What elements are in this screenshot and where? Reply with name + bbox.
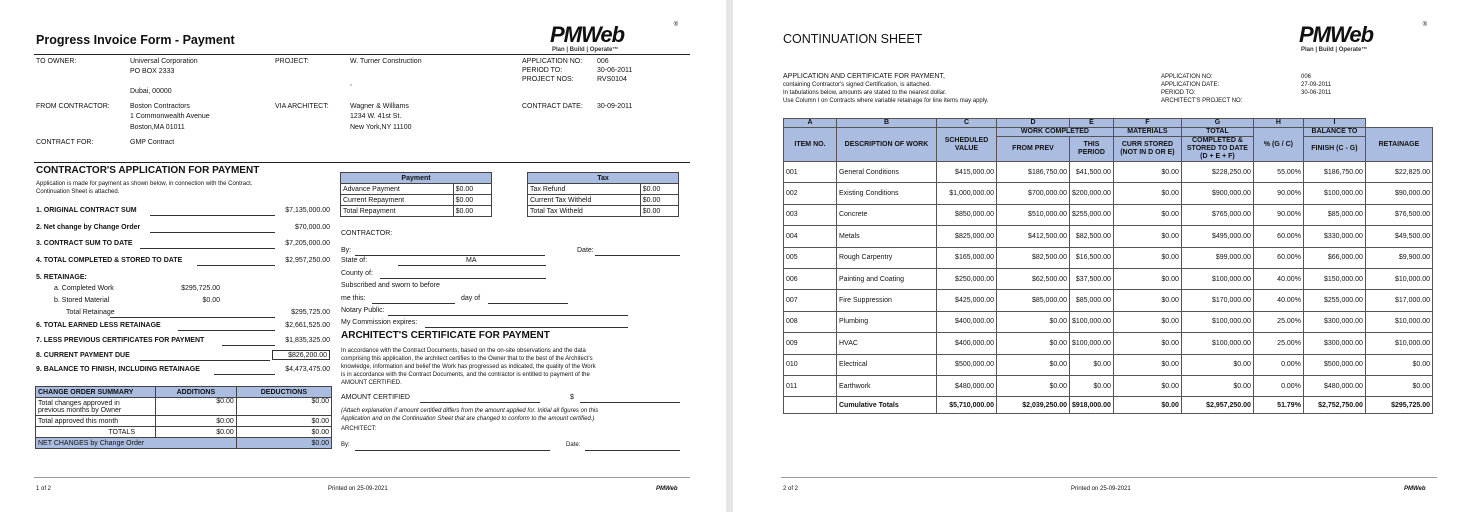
col-percent: % (G / C) xyxy=(1253,128,1303,162)
tax-refund-label: Tax Refund xyxy=(528,184,641,195)
totals-cell: $0.00 xyxy=(1113,397,1181,414)
table-cell: $0.00 xyxy=(1365,354,1432,375)
tax-refund-value: $0.00 xyxy=(640,184,678,195)
meta-app-date: 27-09-2011 xyxy=(1301,82,1332,88)
cumulative-totals-row xyxy=(784,397,1433,414)
table-cell: $150,000.00 xyxy=(1303,268,1365,289)
co-row1-a: Total changes approved in xyxy=(38,399,120,407)
co-row1-ded: $0.00 xyxy=(236,398,331,416)
contract-date: 30-09-2011 xyxy=(597,103,633,110)
contract-for-label: CONTRACT FOR: xyxy=(36,139,94,146)
table-cell: 003 xyxy=(784,204,837,225)
current-tax-value: $0.00 xyxy=(640,195,678,206)
line-1-label: 1. ORIGINAL CONTRACT SUM xyxy=(36,207,137,214)
col-this-period: THIS PERIOD xyxy=(1069,137,1113,162)
line-5-label: 5. RETAINAGE: xyxy=(36,274,87,281)
project-nos: RVS0104 xyxy=(597,76,627,83)
table-row xyxy=(784,311,1433,332)
totals-cell: $918,000.00 xyxy=(1069,397,1113,414)
table-cell: $90,000.00 xyxy=(1365,183,1432,204)
table-cell: $0.00 xyxy=(1069,375,1113,396)
intro-line-3: In tabulations below, amounts are stated to the nearest dollar. xyxy=(783,90,947,96)
table-cell: $900,000.00 xyxy=(1181,183,1253,204)
architect-note-1: (Attach explanation if amount certified differs from the amount applied for. Initial all figures on this xyxy=(341,408,599,414)
co-row2-add: $0.00 xyxy=(156,416,237,427)
table-cell: Plumbing xyxy=(836,311,936,332)
architect-city: New York,NY 11100 xyxy=(350,124,412,131)
table-cell: $495,000.00 xyxy=(1181,226,1253,247)
table-cell: $0.00 xyxy=(996,333,1069,354)
table-cell: $85,000.00 xyxy=(996,290,1069,311)
column-letter: C xyxy=(936,119,996,128)
table-cell: $10,000.00 xyxy=(1365,311,1432,332)
table-row xyxy=(784,162,1433,183)
table-cell: $765,000.00 xyxy=(1181,204,1253,225)
owner-name: Universal Corporation xyxy=(130,58,198,65)
table-cell: $480,000.00 xyxy=(1303,375,1365,396)
architect-para-4: is in accordance with the Contract Documents, and the contractor is entitled to payment of the xyxy=(341,372,590,378)
intro-line-4: Use Column I on Contracts where variable retainage for line items may apply. xyxy=(783,98,989,104)
project-label: PROJECT: xyxy=(275,58,309,65)
intro-line-2: containing Contractor's signed Certification, is attached. xyxy=(783,82,931,88)
me-this-label: me this: xyxy=(341,295,366,302)
app-no-label: APPLICATION NO: xyxy=(522,58,583,65)
tax-box-title: Tax xyxy=(528,173,679,184)
column-letter: F xyxy=(1113,119,1181,128)
table-cell: $100,000.00 xyxy=(1181,311,1253,332)
co-totals-ded: $0.00 xyxy=(236,427,331,438)
page-title: Progress Invoice Form - Payment xyxy=(36,33,235,47)
table-cell: Electrical xyxy=(836,354,936,375)
table-row xyxy=(784,354,1433,375)
table-cell: $412,500.00 xyxy=(996,226,1069,247)
table-cell: $0.00 xyxy=(1181,375,1253,396)
architect-note-2: Application and on the Continuation Sheet that are changed to conform to the amount certified.) xyxy=(341,416,595,422)
table-cell: 001 xyxy=(784,162,837,183)
totals-cell: $2,957,250.00 xyxy=(1181,397,1253,414)
table-cell: HVAC xyxy=(836,333,936,354)
table-cell: 007 xyxy=(784,290,837,311)
table-cell: General Conditions xyxy=(836,162,936,183)
table-cell: 40.00% xyxy=(1253,268,1303,289)
col-work-completed: WORK COMPLETED xyxy=(996,128,1113,137)
advance-payment-value: $0.00 xyxy=(453,184,491,195)
architect-by-label: By: xyxy=(341,442,350,448)
column-letter: I xyxy=(1303,119,1365,128)
totals-cell: Cumulative Totals xyxy=(836,397,936,414)
co-net-label: NET CHANGES by Change Order xyxy=(36,438,237,449)
pmweb-logo: PMWeb Plan | Build | Operate™ ® xyxy=(550,22,678,53)
table-cell: $825,000.00 xyxy=(936,226,996,247)
day-of-label: day of xyxy=(461,295,481,302)
totals-cell: $2,039,250.00 xyxy=(996,397,1069,414)
commission-label: My Commission expires: xyxy=(341,319,418,326)
table-row xyxy=(784,290,1433,311)
table-cell: $76,500.00 xyxy=(1365,204,1432,225)
architect-addr: 1234 W. 41st St. xyxy=(350,113,402,120)
table-cell: $0.00 xyxy=(996,311,1069,332)
line-5b-label: b. Stored Material xyxy=(54,297,110,304)
line-5a-value: $295,725.00 xyxy=(181,285,220,292)
column-letter: A xyxy=(784,119,837,128)
table-cell: 25.00% xyxy=(1253,311,1303,332)
table-row xyxy=(784,204,1433,225)
line-5b-value: $0.00 xyxy=(202,297,220,304)
table-cell: 60.00% xyxy=(1253,226,1303,247)
meta-app-date-label: APPLICATION DATE: xyxy=(1161,82,1220,88)
co-totals-add: $0.00 xyxy=(156,427,237,438)
table-cell: $0.00 xyxy=(996,375,1069,396)
table-cell: 55.00% xyxy=(1253,162,1303,183)
table-cell: $500,000.00 xyxy=(936,354,996,375)
project-line2: , xyxy=(350,80,352,87)
current-tax-label: Current Tax Witheld xyxy=(528,195,641,206)
table-cell: $0.00 xyxy=(1113,183,1181,204)
footer-brand: PMWeb xyxy=(656,486,678,492)
table-cell: 005 xyxy=(784,247,837,268)
line-5t-value: $295,725.00 xyxy=(291,309,330,316)
table-cell: $0.00 xyxy=(1113,247,1181,268)
table-cell: $0.00 xyxy=(1113,333,1181,354)
table-cell: $10,000.00 xyxy=(1365,333,1432,354)
col-total: TOTAL xyxy=(1181,128,1253,137)
co-totals-label: TOTALS xyxy=(36,427,156,438)
totals-cell: $2,752,750.00 xyxy=(1303,397,1365,414)
project-nos-label: PROJECT NOS: xyxy=(522,76,574,83)
table-cell: $0.00 xyxy=(1365,375,1432,396)
table-cell: $165,000.00 xyxy=(936,247,996,268)
footer-brand: PMWeb xyxy=(1404,486,1426,492)
table-cell: $425,000.00 xyxy=(936,290,996,311)
table-row xyxy=(784,375,1433,396)
table-cell: $0.00 xyxy=(1113,290,1181,311)
tax-box xyxy=(527,172,679,217)
column-letter: B xyxy=(836,119,936,128)
owner-city: Dubai, 00000 xyxy=(130,88,172,95)
col-retainage: RETAINAGE xyxy=(1365,128,1432,162)
table-cell: $41,500.00 xyxy=(1069,162,1113,183)
table-cell: $1,000,000.00 xyxy=(936,183,996,204)
line-4-label: 4. TOTAL COMPLETED & STORED TO DATE xyxy=(36,257,183,264)
table-cell: $255,000.00 xyxy=(1069,204,1113,225)
col-finish: FINISH (C - G) xyxy=(1303,137,1365,162)
amount-certified-label: AMOUNT CERTIFIED xyxy=(341,394,410,401)
table-cell: $170,000.00 xyxy=(1181,290,1253,311)
meta-app-no-label: APPLICATION NO: xyxy=(1161,74,1213,80)
table-cell: $0.00 xyxy=(1113,204,1181,225)
table-cell: $0.00 xyxy=(1113,226,1181,247)
total-tax-value: $0.00 xyxy=(640,206,678,217)
table-cell: Metals xyxy=(836,226,936,247)
table-cell: 008 xyxy=(784,311,837,332)
table-row xyxy=(784,247,1433,268)
meta-period-label: PERIOD TO: xyxy=(1161,90,1196,96)
table-cell: $300,000.00 xyxy=(1303,333,1365,354)
table-cell: $99,000.00 xyxy=(1181,247,1253,268)
contract-for: GMP Contract xyxy=(130,139,175,146)
continuation-page-2 xyxy=(733,0,1458,512)
table-cell: $400,000.00 xyxy=(936,311,996,332)
period-to: 30-06-2011 xyxy=(597,67,633,74)
to-owner-label: TO OWNER: xyxy=(36,58,77,65)
footer-page-number: 1 of 2 xyxy=(36,486,52,492)
subscribed-label: Subscribed and sworn to before xyxy=(341,282,440,289)
table-cell: $49,500.00 xyxy=(1365,226,1432,247)
table-cell: $85,000.00 xyxy=(1303,204,1365,225)
table-cell: $82,500.00 xyxy=(996,247,1069,268)
continuation-table xyxy=(783,118,1433,414)
table-cell: 0.00% xyxy=(1253,375,1303,396)
col-materials: MATERIALS xyxy=(1113,128,1181,137)
architect-name: Wagner & Williams xyxy=(350,103,409,110)
table-cell: $100,000.00 xyxy=(1181,268,1253,289)
current-payment-due-value: $826,200.00 xyxy=(272,350,330,360)
amount-currency: $ xyxy=(570,394,574,401)
contractor-sig-label: CONTRACTOR: xyxy=(341,230,393,237)
intro-line-1: APPLICATION AND CERTIFICATE FOR PAYMENT, xyxy=(783,73,945,80)
contractor-addr: 1 Commonwealth Avenue xyxy=(130,113,210,120)
totals-cell xyxy=(784,397,837,414)
line-5a-label: a. Completed Work xyxy=(54,285,114,292)
line-1-value: $7,135,000.00 xyxy=(285,207,330,214)
table-cell: $100,000.00 xyxy=(1069,333,1113,354)
contractor-city: Boston,MA 01011 xyxy=(130,124,185,131)
co-summary-header: CHANGE ORDER SUMMARY xyxy=(36,387,156,398)
table-cell: $16,500.00 xyxy=(1069,247,1113,268)
architect-para-5: AMOUNT CERTIFIED. xyxy=(341,380,402,386)
co-row2-label: Total approved this month xyxy=(36,416,156,427)
table-cell: 004 xyxy=(784,226,837,247)
total-repayment-label: Total Repayment xyxy=(341,206,454,217)
line-2-label: 2. Net change by Change Order xyxy=(36,224,141,231)
table-cell: $850,000.00 xyxy=(936,204,996,225)
table-cell: 90.00% xyxy=(1253,183,1303,204)
architect-heading: ARCHITECT'S CERTIFICATE FOR PAYMENT xyxy=(341,330,550,341)
column-letter: D xyxy=(996,119,1069,128)
application-heading: CONTRACTOR'S APPLICATION FOR PAYMENT xyxy=(36,165,260,176)
footer-printed: Printed on 25-09-2021 xyxy=(328,486,388,492)
change-order-summary-table xyxy=(35,386,332,449)
line-8-label: 8. CURRENT PAYMENT DUE xyxy=(36,352,130,359)
meta-architect-no-label: ARCHITECT'S PROJECT NO: xyxy=(1161,98,1243,104)
table-row xyxy=(784,183,1433,204)
owner-po: PO BOX 2333 xyxy=(130,68,175,75)
column-letter: H xyxy=(1253,119,1303,128)
table-cell: $500,000.00 xyxy=(1303,354,1365,375)
state-value: MA xyxy=(466,257,477,264)
totals-cell: $295,725.00 xyxy=(1365,397,1432,414)
table-cell: $510,000.00 xyxy=(996,204,1069,225)
meta-app-no: 006 xyxy=(1301,74,1312,80)
line-7-value: $1,835,325.00 xyxy=(285,337,330,344)
co-deductions-header: DEDUCTIONS xyxy=(236,387,331,398)
table-cell: 011 xyxy=(784,375,837,396)
table-cell: 60.00% xyxy=(1253,247,1303,268)
line-6-label: 6. TOTAL EARNED LESS RETAINAGE xyxy=(36,322,161,329)
line-3-value: $7,205,000.00 xyxy=(285,240,330,247)
col-description: DESCRIPTION OF WORK xyxy=(836,128,936,162)
table-cell: $0.00 xyxy=(1113,268,1181,289)
table-cell: $0.00 xyxy=(1113,311,1181,332)
table-cell: $400,000.00 xyxy=(936,333,996,354)
via-architect-label: VIA ARCHITECT: xyxy=(275,103,329,110)
table-cell: $9,900.00 xyxy=(1365,247,1432,268)
payment-box-title: Payment xyxy=(341,173,492,184)
table-cell: 40.00% xyxy=(1253,290,1303,311)
table-cell: $100,000.00 xyxy=(1303,183,1365,204)
totals-cell: 51.79% xyxy=(1253,397,1303,414)
architect-para-1: In accordance with the Contract Documents, based on the on-site observations and the data xyxy=(341,348,586,354)
line-9-value: $4,473,475.00 xyxy=(285,366,330,373)
table-cell: 010 xyxy=(784,354,837,375)
col-item-no: ITEM NO. xyxy=(784,128,837,162)
col-completed-stored: COMPLETED & STORED TO DATE (D + E + F) xyxy=(1181,137,1253,162)
architect-para-2: comprising this application, the architect certifies to the Owner that to the best of the Architect's xyxy=(341,356,593,362)
contractor-name: Boston Contractors xyxy=(130,103,190,110)
table-cell: $0.00 xyxy=(1113,375,1181,396)
table-cell: $62,500.00 xyxy=(996,268,1069,289)
notary-label: Notary Public: xyxy=(341,307,385,314)
app-no: 006 xyxy=(597,58,609,65)
table-cell: $255,000.00 xyxy=(1303,290,1365,311)
table-cell: Earthwork xyxy=(836,375,936,396)
table-cell: $700,000.00 xyxy=(996,183,1069,204)
table-cell: 009 xyxy=(784,333,837,354)
totals-cell: $5,710,000.00 xyxy=(936,397,996,414)
current-repayment-label: Current Repayment xyxy=(341,195,454,206)
col-curr-stored: CURR STORED (NOT IN D OR E) xyxy=(1113,137,1181,162)
table-cell: $22,825.00 xyxy=(1365,162,1432,183)
table-cell: $200,000.00 xyxy=(1069,183,1113,204)
table-cell: $66,000.00 xyxy=(1303,247,1365,268)
county-label: County of: xyxy=(341,270,373,277)
state-label: State of: xyxy=(341,257,368,264)
table-cell: 25.00% xyxy=(1253,333,1303,354)
table-row xyxy=(784,268,1433,289)
table-cell: $228,250.00 xyxy=(1181,162,1253,183)
table-cell: Rough Carpentry xyxy=(836,247,936,268)
contract-date-label: CONTRACT DATE: xyxy=(522,103,583,110)
architect-para-3: knowledge, information and belief the Work has progressed as indicated, the quality of the Work xyxy=(341,364,596,370)
table-cell: $415,000.00 xyxy=(936,162,996,183)
table-cell: $330,000.00 xyxy=(1303,226,1365,247)
col-balance: BALANCE TO xyxy=(1303,128,1365,137)
table-cell: $300,000.00 xyxy=(1303,311,1365,332)
advance-payment-label: Advance Payment xyxy=(341,184,454,195)
table-cell: $0.00 xyxy=(996,354,1069,375)
line-3-label: 3. CONTRACT SUM TO DATE xyxy=(36,240,133,247)
project-name: W. Turner Construction xyxy=(350,58,422,65)
co-row1-add: $0.00 xyxy=(156,398,237,416)
table-row xyxy=(784,226,1433,247)
column-letter: E xyxy=(1069,119,1113,128)
table-row xyxy=(784,333,1433,354)
pmweb-logo: PMWeb Plan | Build | Operate™ ® xyxy=(1299,22,1427,53)
table-cell: $100,000.00 xyxy=(1069,311,1113,332)
architect-label: ARCHITECT: xyxy=(341,426,377,432)
line-5t-label: Total Retainage xyxy=(66,309,115,316)
co-row1-b: previous months by Owner xyxy=(38,406,122,414)
table-cell: 002 xyxy=(784,183,837,204)
col-scheduled-value: SCHEDULED VALUE xyxy=(936,128,996,162)
line-6-value: $2,661,525.00 xyxy=(285,322,330,329)
contractor-date-label: Date: xyxy=(577,247,594,254)
co-additions-header: ADDITIONS xyxy=(156,387,237,398)
table-cell: $480,000.00 xyxy=(936,375,996,396)
current-repayment-value: $0.00 xyxy=(453,195,491,206)
total-repayment-value: $0.00 xyxy=(453,206,491,217)
meta-period: 30-06-2011 xyxy=(1301,90,1332,96)
table-cell: $0.00 xyxy=(1181,354,1253,375)
table-cell: $250,000.00 xyxy=(936,268,996,289)
table-cell: $0.00 xyxy=(1113,354,1181,375)
contractor-by-label: By: xyxy=(341,247,352,254)
column-letters-row xyxy=(784,119,1433,128)
table-cell: $0.00 xyxy=(1113,162,1181,183)
table-cell: $37,500.00 xyxy=(1069,268,1113,289)
period-to-label: PERIOD TO: xyxy=(522,67,563,74)
table-cell: $186,750.00 xyxy=(996,162,1069,183)
table-cell: $0.00 xyxy=(1069,354,1113,375)
table-cell: $85,000.00 xyxy=(1069,290,1113,311)
co-row2-ded: $0.00 xyxy=(236,416,331,427)
table-cell: 006 xyxy=(784,268,837,289)
application-intro-2: Continuation Sheet is attached. xyxy=(36,189,120,195)
total-tax-label: Total Tax Witheld xyxy=(528,206,641,217)
line-7-label: 7. LESS PREVIOUS CERTIFICATES FOR PAYMENT xyxy=(36,337,205,344)
col-from-prev: FROM PREV xyxy=(996,137,1069,162)
table-cell: $82,500.00 xyxy=(1069,226,1113,247)
payment-box xyxy=(340,172,492,217)
invoice-page-1 xyxy=(0,0,726,512)
footer-printed: Printed on 25-09-2021 xyxy=(1071,486,1131,492)
line-9-label: 9. BALANCE TO FINISH, INCLUDING RETAINAGE xyxy=(36,366,200,373)
table-cell: 90.00% xyxy=(1253,204,1303,225)
table-cell: Existing Conditions xyxy=(836,183,936,204)
table-cell: Fire Suppression xyxy=(836,290,936,311)
application-intro-1: Application is made for payment as shown below, in connection with the Contract. xyxy=(36,181,253,187)
table-cell: $100,000.00 xyxy=(1181,333,1253,354)
architect-date-label: Date: xyxy=(566,442,581,448)
table-cell: $17,000.00 xyxy=(1365,290,1432,311)
table-cell: Concrete xyxy=(836,204,936,225)
continuation-title: CONTINUATION SHEET xyxy=(783,32,923,46)
co-net-value: $0.00 xyxy=(236,438,331,449)
column-letter: G xyxy=(1181,119,1253,128)
table-cell: $10,000.00 xyxy=(1365,268,1432,289)
table-cell: $186,750.00 xyxy=(1303,162,1365,183)
from-contractor-label: FROM CONTRACTOR: xyxy=(36,103,110,110)
footer-page-number: 2 of 2 xyxy=(783,486,799,492)
line-2-value: $70,000.00 xyxy=(294,224,330,231)
table-cell: 0.00% xyxy=(1253,354,1303,375)
line-4-value: $2,957,250.00 xyxy=(285,257,330,264)
table-cell: Painting and Coating xyxy=(836,268,936,289)
